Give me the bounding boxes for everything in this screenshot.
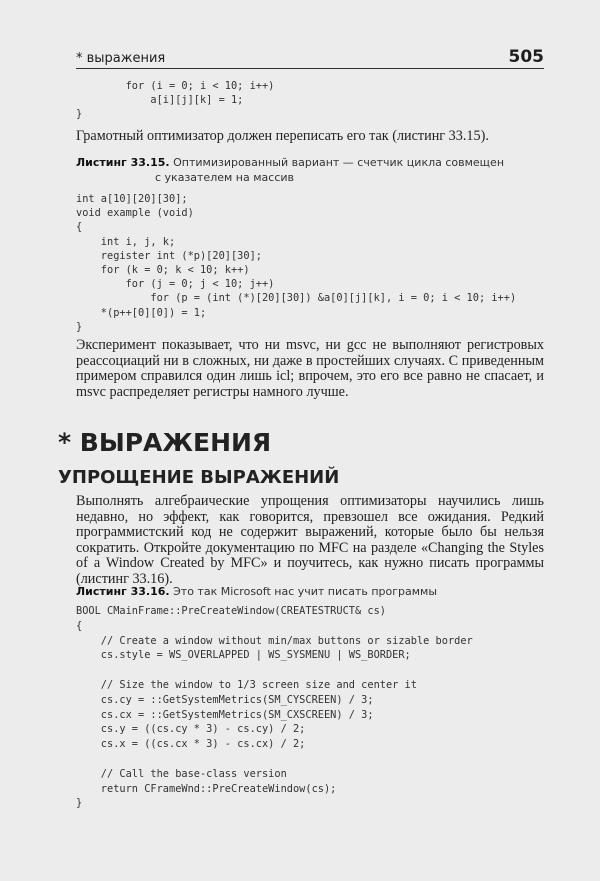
code-line: // Create a window without min/max buttons or sizable border xyxy=(76,634,473,647)
listing-title: Оптимизированный вариант — счетчик цикла совмещен xyxy=(173,156,505,169)
code-block xyxy=(76,604,544,811)
paragraph: Выполнять алгебраические упрощения оптимизаторы научились лишь недавно, но эффект, как говорится, превзошел все ожидания. Редкий программистский код не содержит выражений, которые было бы нельзя сократить. Откройте документацию по MFC на разделе «Changing the Styles of a Window Created by MFC» и поучитесь, как нужно писать программы (листинг 33.16). xyxy=(76,493,544,587)
code-listing-33-16 xyxy=(76,604,544,811)
running-title: * выражения xyxy=(76,51,166,66)
paragraph: Грамотный оптимизатор должен переписать его так (листинг 33.15). xyxy=(76,128,489,144)
code-line: cs.cy = ::GetSystemMetrics(SM_CYSCREEN) / 3; xyxy=(76,693,374,706)
code-line: cs.cx = ::GetSystemMetrics(SM_CXSCREEN) / 3; xyxy=(76,708,374,721)
listing-label: Листинг 33.16. xyxy=(76,585,170,598)
code-line: *(p++[0][0]) = 1; xyxy=(76,306,207,319)
code-line: a[i][j][k] = 1; xyxy=(76,94,244,107)
listing-title-cont: с указателем на массив xyxy=(155,171,294,184)
code-line xyxy=(76,752,544,767)
code-line: int a[10][20][30]; xyxy=(76,193,188,205)
section-heading: * ВЫРАЖЕНИЯ xyxy=(58,428,272,457)
code-line: BOOL CMainFrame::PreCreateWindow(CREATESTRUCT& cs) xyxy=(76,605,386,617)
code-block xyxy=(76,192,544,334)
code-line: // Size the window to 1/3 screen size and center it xyxy=(76,678,417,691)
running-header xyxy=(76,49,544,69)
code-line: register int (*p)[20][30]; xyxy=(76,249,262,262)
code-line: for (k = 0; k < 10; k++) xyxy=(76,264,250,277)
code-line: cs.x = ((cs.cx * 3) - cs.cx) / 2; xyxy=(76,738,306,751)
code-line: } xyxy=(76,320,83,333)
code-line: for (j = 0; j < 10; j++) xyxy=(76,278,275,291)
code-block xyxy=(76,79,544,122)
listing-caption-33-16 xyxy=(76,584,544,599)
code-line: cs.y = ((cs.cy * 3) - cs.cy) / 2; xyxy=(76,723,306,736)
code-line: void example (void) xyxy=(76,207,194,220)
code-line: } xyxy=(76,797,83,810)
code-line: { xyxy=(76,221,83,234)
code-line: // Call the base-class version xyxy=(76,767,287,780)
code-line: return CFrameWnd::PreCreateWindow(cs); xyxy=(76,782,337,795)
code-line: { xyxy=(76,619,83,632)
subsection-heading: УПРОЩЕНИЕ ВЫРАЖЕНИЙ xyxy=(58,467,340,488)
listing-label: Листинг 33.15. xyxy=(76,156,170,169)
page-number: 505 xyxy=(508,47,544,67)
paragraph: Эксперимент показывает, что ни msvc, ни gcc не выполняют регистровых реассоциаций ни в сложных, ни даже в простейших случаях. С приведенным примером справился один лишь icl; впрочем, это его все равно не спасает, и msvc распределяет регистры намного лучше. xyxy=(76,337,544,400)
code-listing-fragment xyxy=(76,79,544,122)
code-line: } xyxy=(76,108,83,121)
code-line: cs.style = WS_OVERLAPPED | WS_SYSMENU | WS_BORDER; xyxy=(76,649,411,662)
listing-title: Это так Microsoft нас учит писать программы xyxy=(173,585,438,598)
code-line: int i, j, k; xyxy=(76,235,176,248)
code-line: for (p = (int (*)[20][30]) &a[0][j][k], i = 0; i < 10; i++) xyxy=(76,292,517,305)
code-line xyxy=(76,663,544,678)
code-line: for (i = 0; i < 10; i++) xyxy=(76,80,275,92)
code-listing-33-15 xyxy=(76,192,544,334)
listing-caption-33-15 xyxy=(76,155,544,185)
